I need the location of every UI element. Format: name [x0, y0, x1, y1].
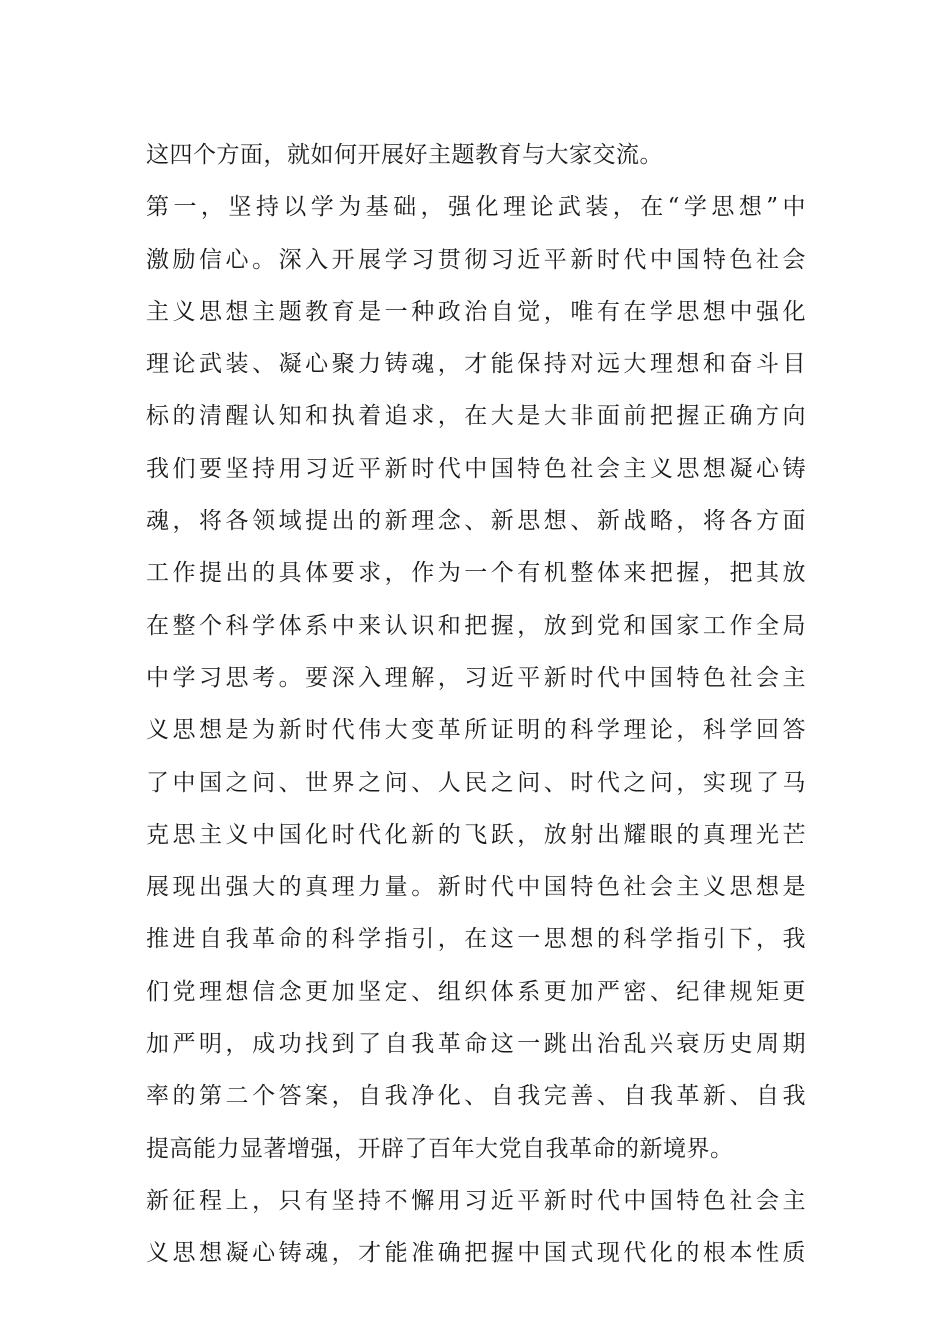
text-line: 这四个方面，就如何开展好主题教育与大家交流。 [146, 142, 663, 168]
text-line: 工作提出的具体要求，作为一个有机整体来把握，把其放 [146, 560, 806, 587]
text-line: 义思想凝心铸魂，才能准确把握中国式现代化的根本性质 [146, 1240, 806, 1267]
text-line: 我们要坚持用习近平新时代中国特色社会主义思想凝心铸 [146, 455, 806, 482]
text-line: 了中国之问、世界之问、人民之问、时代之问，实现了马 [146, 769, 806, 796]
text-line: 标的清醒认知和执着追求，在大是大非面前把握正确方向 [146, 403, 806, 430]
text-line: 主义思想主题教育是一种政治自觉，唯有在学思想中强化 [146, 298, 806, 325]
text-line: 提高能力显著增强，开辟了百年大党自我革命的新境界。 [146, 1135, 734, 1162]
text-line: 义思想是为新时代伟大变革所证明的科学理论，科学回答 [146, 717, 806, 744]
text-line: 魂，将各领域提出的新理念、新思想、新战略，将各方面 [146, 508, 806, 535]
text-line: 在整个科学体系中来认识和把握，放到党和国家工作全局 [146, 612, 806, 639]
text-line: 推进自我革命的科学指引，在这一思想的科学指引下，我 [146, 926, 806, 953]
text-line: 率的第二个答案，自我净化、自我完善、自我革新、自我 [146, 1083, 806, 1110]
text-line: 们党理想信念更加坚定、组织体系更加严密、纪律规矩更 [146, 978, 806, 1005]
text-line: 理论武装、凝心聚力铸魂，才能保持对远大理想和奋斗目 [146, 351, 806, 378]
text-line: 新征程上，只有坚持不懈用习近平新时代中国特色社会主 [146, 1187, 806, 1214]
text-line: 克思主义中国化时代化新的飞跃，放射出耀眼的真理光芒 [146, 821, 806, 848]
text-line: 中学习思考。要深入理解，习近平新时代中国特色社会主 [146, 664, 806, 691]
text-line: 加严明，成功找到了自我革命这一跳出治乱兴衰历史周期 [146, 1031, 806, 1058]
text-line: 展现出强大的真理力量。新时代中国特色社会主义思想是 [146, 874, 806, 901]
text-line: 激励信心。深入开展学习贯彻习近平新时代中国特色社会 [146, 246, 806, 273]
text-line: 第一，坚持以学为基础，强化理论武装，在“学思想”中 [146, 194, 806, 221]
body-text [146, 129, 806, 1280]
